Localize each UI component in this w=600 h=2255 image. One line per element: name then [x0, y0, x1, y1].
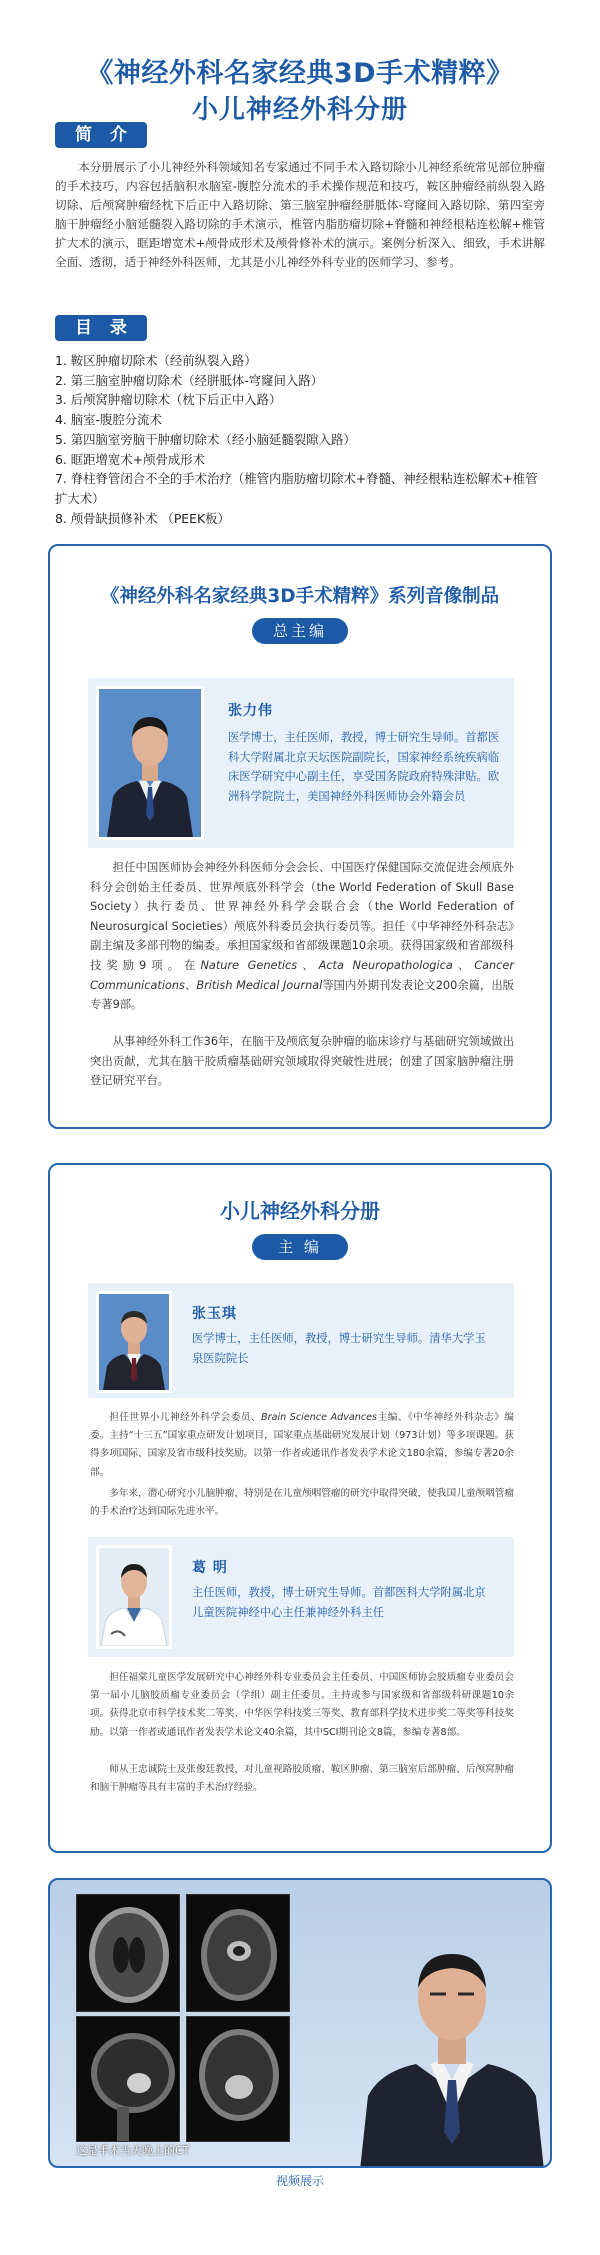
toc-item: 6. 眶距增宽术+颅骨成形术 [55, 451, 206, 467]
chief-editor-bio-1-text: 担任中国医师协会神经外科医师分会会长、中国医疗保健国际交流促进会颅底外科分会创始主任委员、世界颅底外科学会（the World Federation of Skull Base Society）执行委员、世界神经外科学会联合会（the World Federation of Neurosurgical Societies）颅底外科委员会执行委员等。担任《中华神经外科杂志》副主编及多部刊物的编委。承担国家级和省部级课题10余项。获得国家级和省部级科技奖励9项。在 [90, 861, 514, 972]
mri-sagittal-image [76, 2016, 180, 2142]
editor-name-1: 张玉琪 [192, 1306, 237, 1322]
mri-coronal-image [186, 2016, 290, 2142]
editor-name-2: 葛 明 [192, 1560, 228, 1576]
ct-scan-image [76, 1894, 180, 2012]
intro-section [55, 122, 545, 272]
toc-item: 4. 脑室-腹腔分流术 [55, 412, 162, 428]
toc-tag: 目 录 [55, 315, 147, 341]
editor-bio-1b: 多年来，潜心研究小儿脑肿瘤，特别是在儿童颅咽管瘤的研究中取得突破，使我国儿童颅咽管瘤的手术治疗达到国际先进水平。 [90, 1488, 514, 1518]
volume-subtitle: 小儿神经外科分册 [191, 95, 408, 125]
editor-bio-2b: 师从王忠诚院士及张俊廷教授，对儿童视路胶质瘤、鞍区肿瘤、第三脑室后部肿瘤、后颅窝肿瘤和脑干肿瘤等具有丰富的手术治疗经验。 [90, 1764, 514, 1794]
editor-photo-1 [96, 1291, 172, 1393]
toc-item: 1. 鞍区肿瘤切除术（经前纵裂入路） [55, 353, 257, 368]
chief-editor-profile [88, 678, 514, 848]
journal-title: Cancer Communications [90, 958, 514, 992]
chief-editor-bio-1-end: 等国内外期刊发表论文200余篇，出版专著9部。 [90, 978, 514, 1012]
toc-item: 3. 后颅窝肿瘤切除术（枕下后正中入路） [55, 392, 282, 408]
editor-desc-1: 医学博士，主任医师，教授，博士研究生导师。清华大学玉泉医院院长 [192, 1332, 486, 1365]
volume-editors-card [48, 1163, 552, 1853]
journal-title: Acta Neuropathologica [318, 958, 453, 972]
video-preview[interactable] [48, 1878, 552, 2168]
intro-tag: 简 介 [55, 122, 147, 148]
bio-separator: 、 [297, 958, 319, 972]
volume-card-title: 小儿神经外科分册 [220, 1199, 380, 1223]
chief-editor-desc: 医学博士，主任医师，教授，博士研究生导师。首都医科大学附属北京天坛医院副院长，国家神经系统疾病临床医学研究中心副主任，享受国务院政府特殊津贴。欧洲科学院院士，美国神经外科医师协会外籍会员 [228, 731, 500, 803]
video-subtitle: 这是手术当天晚上的CT [76, 2144, 190, 2157]
editor-bio-1a-end: 主编、《中华神经外科杂志》编委。主持“十三五”国家重点研发计划项目，国家重点基础研究发展计划（973计划）等多项课题。获得多项国际、国家及省市级科技奖励。以第一作者或通讯作者发表学术论文180余篇，参编专著20余部。 [90, 1412, 515, 1478]
toc-section [55, 315, 545, 528]
toc-item: 8. 颅骨缺损修补术 （PEEK板） [55, 510, 230, 526]
editor-bio-1a [90, 1409, 514, 1482]
toc-item: 5. 第四脑室旁脑干肿瘤切除术（经小脑延髓裂隙入路） [55, 431, 356, 447]
mri-scan-image [186, 1894, 290, 2012]
toc-item: 2. 第三脑室肿瘤切除术（经胼胝体-穹窿间入路） [55, 372, 324, 388]
presenter-figure [350, 1920, 552, 2168]
editor-profile-2 [88, 1537, 514, 1657]
chief-editor-tag: 总主编 [252, 618, 348, 644]
series-editor-card [48, 544, 552, 1129]
toc-item: 7. 脊柱脊管闭合不全的手术治疗（椎管内脂肪瘤切除术+脊髓、神经根粘连松解术+椎管扩大术） [55, 471, 538, 506]
editor-desc-2: 主任医师，教授，博士研究生导师。首都医科大学附属北京儿童医院神经中心主任兼神经外科主任 [192, 1586, 486, 1619]
chief-editor-bio-1 [90, 858, 514, 1015]
book-title: 《神经外科名家经典3D手术精粹》 [86, 58, 514, 89]
editor-profile-1 [88, 1283, 514, 1398]
toc-list [55, 351, 545, 528]
editor-photo-2 [96, 1545, 172, 1649]
title-block [0, 0, 600, 128]
bio-separator: 、 [452, 958, 475, 972]
editor-bio-1a-text: 担任世界小儿神经外科学会委员、 [109, 1412, 262, 1423]
journal-title: Brain Science Advances [261, 1412, 378, 1423]
journal-title: Nature Genetics [200, 958, 298, 972]
chief-editor-photo [96, 686, 204, 840]
intro-text: 本分册展示了小儿神经外科领域知名专家通过不同手术入路切除小儿神经系统常见部位肿瘤的手术技巧，内容包括脑积水脑室-腹腔分流术的手术操作规范和技巧，鞍区肿瘤经前纵裂入路切除、后颅窝肿瘤经枕下后正中入路切除、第三脑室肿瘤经胼胝体-穹窿间入路切除、第四室旁脑干肿瘤经小脑延髓裂入路切除的手术演示，椎管内脂肪瘤切除+脊髓和神经根粘连松解+椎管扩大术的演示，眶距增宽术+颅骨成形术及颅骨修补术的演示。案例分析深入、细致，手术讲解全面、透彻，适于神经外科医师，尤其是小儿神经外科专业的医师学习、参考。 [55, 160, 545, 269]
video-caption: 视频展示 [275, 2174, 324, 2188]
chief-editor-bio-2: 从事神经外科工作36年，在脑干及颅底复杂肿瘤的临床诊疗与基础研究领域做出突出贡献，尤其在脑干胶质瘤基础研究领域取得突破性进展；创建了国家脑肿瘤注册登记研究平台。 [90, 1035, 514, 1088]
bio-separator: 、 [184, 978, 197, 992]
journal-title: British Medical Journal [196, 978, 323, 992]
chief-editor-name: 张力伟 [228, 703, 273, 719]
editor-bio-2a: 担任福棠儿童医学发展研究中心神经外科专业委员会主任委员、中国医师协会胶质瘤专业委员会第一届小儿脑胶质瘤专业委员会（学组）副主任委员。主持或参与国家级和省部级科研课题10余项。获得北京市科学技术奖二等奖、中华医学科技奖三等奖、教育部科学技术进步奖二等奖等科技奖励。以第一作者或通讯作者发表学术论文40余篇，其中SCI期刊论文8篇，参编专著8部。 [90, 1672, 514, 1738]
editor-tag: 主 编 [252, 1234, 348, 1260]
series-card-title: 《神经外科名家经典3D手术精粹》系列音像制品 [100, 586, 500, 607]
